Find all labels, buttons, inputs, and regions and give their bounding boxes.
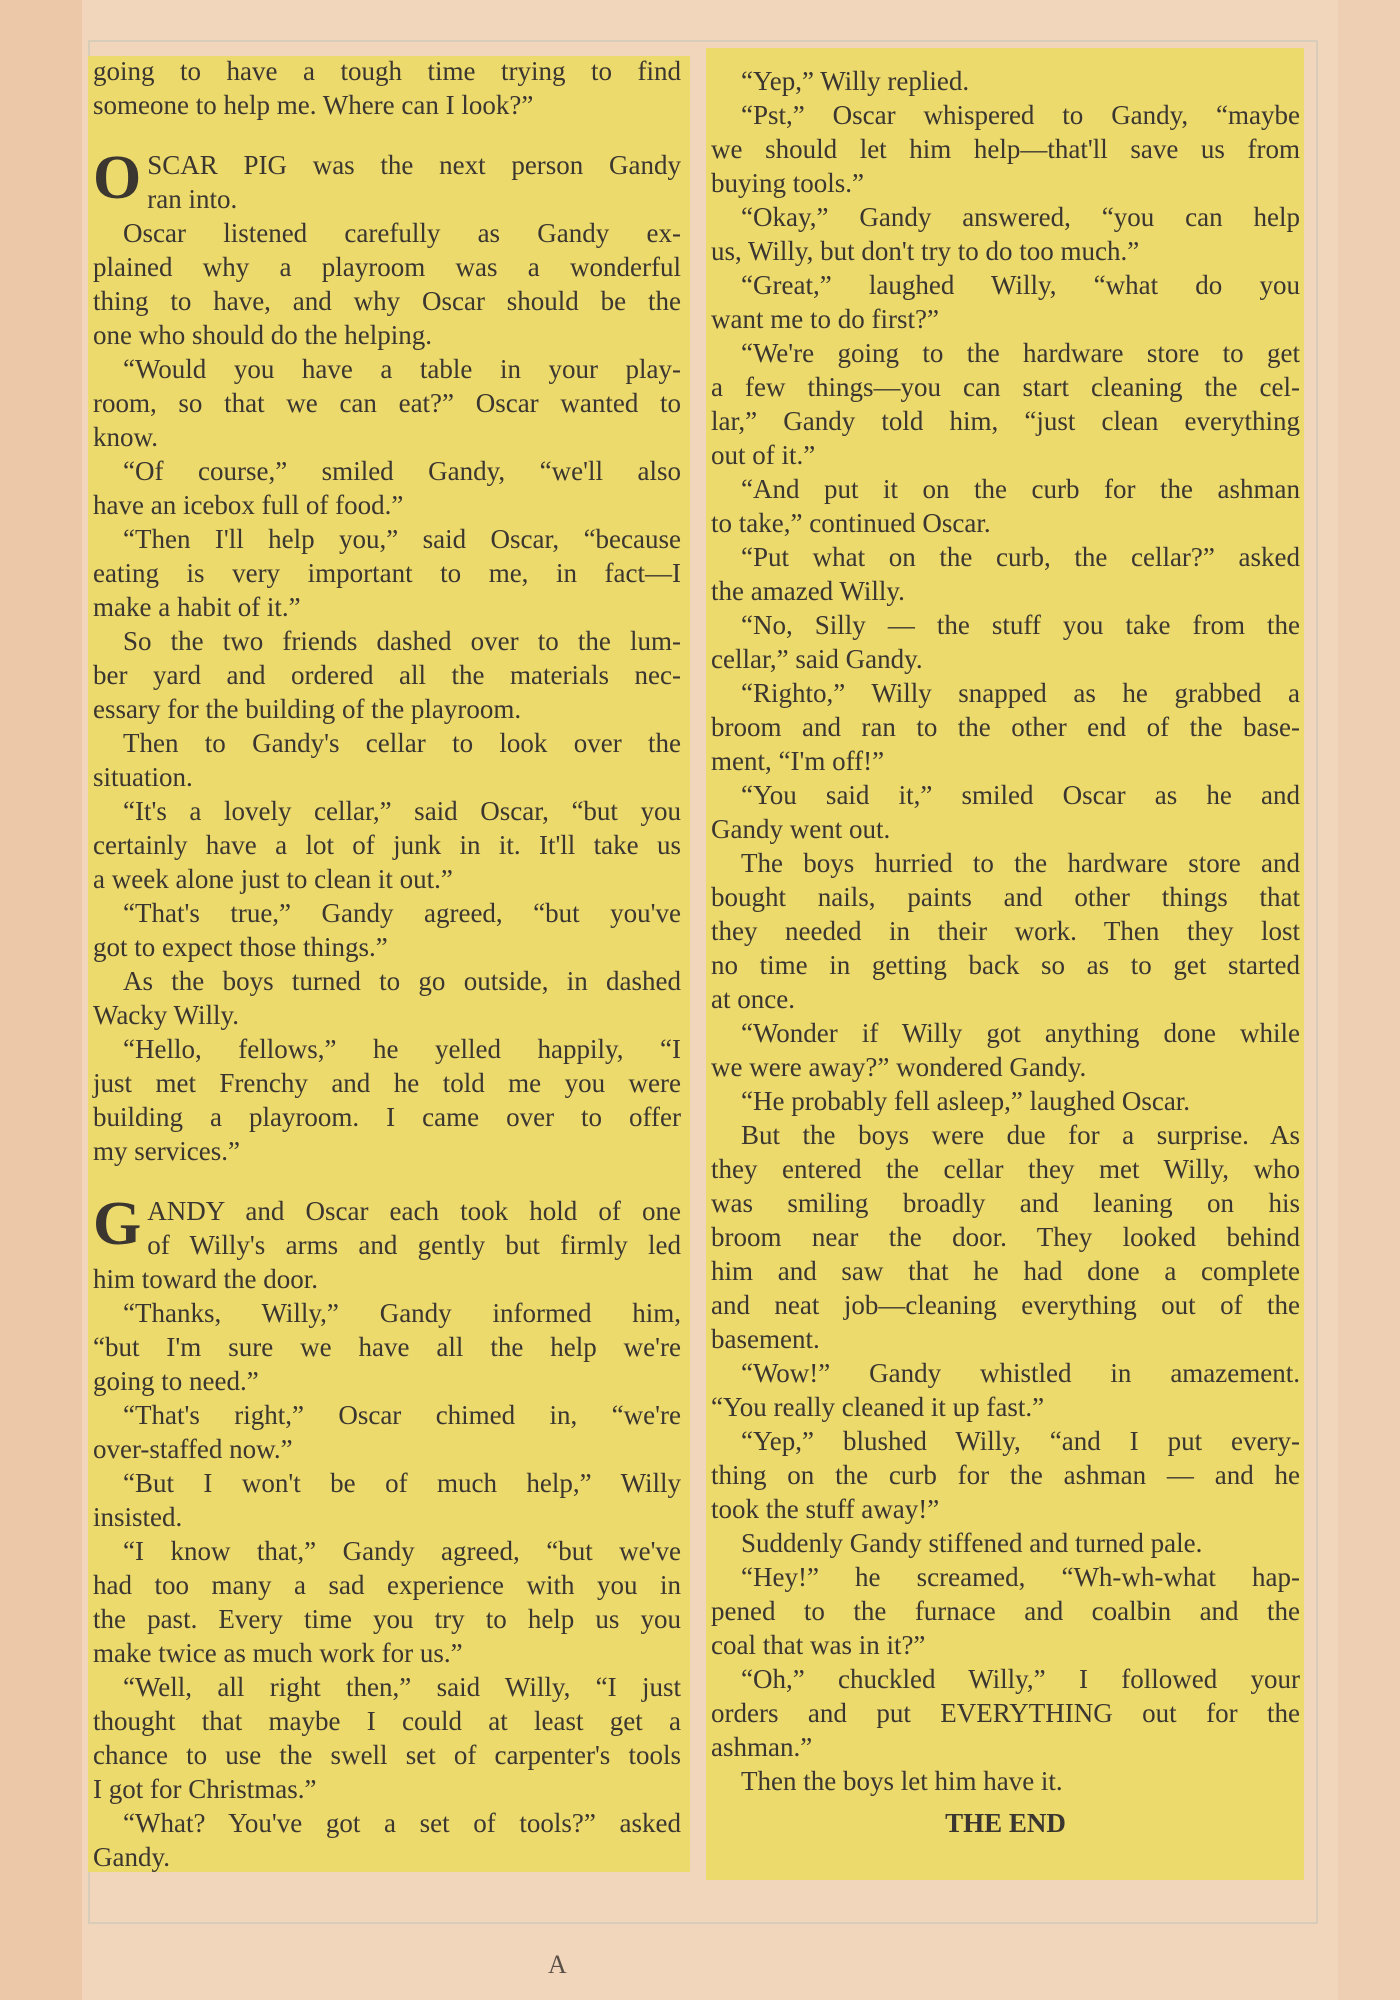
story-paragraph (711, 1662, 1300, 1764)
text-line: they entered the cellar they met Willy, who (711, 1154, 1300, 1184)
story-paragraph (711, 676, 1300, 778)
text-line: Then the boys let him have it. (741, 1766, 1063, 1796)
story-paragraph (93, 726, 681, 794)
text-line: Wacky Willy. (93, 1000, 239, 1030)
text-line: chance to use the swell set of carpenter's tools (93, 1740, 681, 1770)
text-line: the amazed Willy. (711, 576, 905, 606)
text-line: The boys hurried to the hardware store and (741, 848, 1300, 878)
text-line: had too many a sad experience with you in (93, 1570, 681, 1600)
text-line: broom near the door. They looked behind (711, 1222, 1300, 1252)
text-line: “You said it,” smiled Oscar as he and (741, 780, 1300, 810)
text-line: But the boys were due for a surprise. As (741, 1120, 1300, 1150)
text-line: orders and put EVERYTHING out for the (711, 1698, 1300, 1728)
text-line: thing to have, and why Oscar should be the (93, 286, 681, 316)
story-column-left (93, 54, 681, 1874)
story-paragraph (711, 1118, 1300, 1356)
text-line: certainly have a lot of junk in it. It'll take us (93, 830, 681, 860)
text-line: “What? You've got a set of tools?” asked (123, 1808, 681, 1838)
story-paragraph (93, 522, 681, 624)
story-paragraph (711, 1356, 1300, 1424)
story-paragraph (711, 1764, 1300, 1798)
page-mark: A (548, 1950, 567, 1979)
text-line: “But I won't be of much help,” Willy (123, 1468, 681, 1498)
text-line: “Would you have a table in your play- (123, 354, 681, 384)
story-paragraph (93, 1466, 681, 1534)
story-paragraph (711, 268, 1300, 336)
text-line: over-staffed now.” (93, 1434, 293, 1464)
text-line: SCAR PIG was the next person Gandy (147, 150, 681, 180)
text-line: essary for the building of the playroom. (93, 694, 522, 724)
text-line: “Of course,” smiled Gandy, “we'll also (123, 456, 681, 486)
text-line: So the two friends dashed over to the lum- (123, 626, 681, 656)
story-paragraph (93, 1534, 681, 1670)
story-paragraph (711, 200, 1300, 268)
text-line: “Then I'll help you,” said Oscar, “because (123, 524, 681, 554)
text-line: As the boys turned to go outside, in dashed (123, 966, 681, 996)
story-paragraph (93, 1806, 681, 1874)
text-line: I got for Christmas.” (93, 1774, 317, 1804)
story-paragraph (711, 336, 1300, 472)
text-line: Suddenly Gandy stiffened and turned pale. (741, 1528, 1203, 1558)
text-line: “I know that,” Gandy agreed, “but we've (123, 1536, 681, 1566)
text-line: ashman.” (711, 1732, 813, 1762)
story-paragraph (93, 1398, 681, 1466)
text-line: ber yard and ordered all the materials nec- (93, 660, 681, 690)
text-line: “Wow!” Gandy whistled in amazement. (741, 1358, 1300, 1388)
text-line: insisted. (93, 1502, 183, 1532)
story-paragraph (93, 896, 681, 964)
story-paragraph (711, 64, 1300, 98)
text-line: make twice as much work for us.” (93, 1638, 463, 1668)
text-line: building a playroom. I came over to offer (93, 1102, 681, 1132)
story-column-right (711, 64, 1300, 1840)
text-line: my services.” (93, 1136, 240, 1166)
story-paragraph (93, 1670, 681, 1806)
text-line: no time in getting back so as to get started (711, 950, 1300, 980)
text-line: just met Frenchy and he told me you were (93, 1068, 681, 1098)
text-line: they needed in their work. Then they lost (711, 916, 1300, 946)
text-line: took the stuff away!” (711, 1494, 940, 1524)
text-line: eating is very important to me, in fact—I (93, 558, 681, 588)
page-edge (1338, 0, 1400, 2000)
text-line: “That's right,” Oscar chimed in, “we're (123, 1400, 681, 1430)
text-line: him and saw that he had done a complete (711, 1256, 1300, 1286)
text-line: room, so that we can eat?” Oscar wanted to (93, 388, 681, 418)
text-line: “Great,” laughed Willy, “what do you (741, 270, 1300, 300)
text-line: Gandy. (93, 1842, 170, 1872)
story-paragraph (93, 144, 681, 216)
text-line: “No, Silly — the stuff you take from the (741, 610, 1300, 640)
story-paragraph (93, 1296, 681, 1398)
text-line: Oscar listened carefully as Gandy ex- (123, 218, 681, 248)
text-line: “Put what on the curb, the cellar?” asked (741, 542, 1300, 572)
drop-cap: O (93, 144, 142, 212)
text-line: “Oh,” chuckled Willy,” I followed your (741, 1664, 1300, 1694)
story-paragraph (711, 540, 1300, 608)
text-line: at once. (711, 984, 795, 1014)
text-line: situation. (93, 762, 193, 792)
text-line: going to have a tough time trying to find (93, 56, 681, 86)
story-paragraph (711, 608, 1300, 676)
text-line: “Righto,” Willy snapped as he grabbed a (741, 678, 1300, 708)
text-line: know. (93, 422, 158, 452)
text-line: lar,” Gandy told him, “just clean everything (711, 406, 1300, 436)
story-paragraph (711, 1560, 1300, 1662)
text-line: “Yep,” blushed Willy, “and I put every- (741, 1426, 1300, 1456)
text-line: “He probably fell asleep,” laughed Oscar. (741, 1086, 1191, 1116)
text-line: got to expect those things.” (93, 932, 388, 962)
text-line: him toward the door. (93, 1264, 318, 1294)
text-line: we should let him help—that'll save us from (711, 134, 1300, 164)
text-line: cellar,” said Gandy. (711, 644, 923, 674)
text-line: ran into. (147, 184, 238, 214)
text-line: ment, “I'm off!” (711, 746, 885, 776)
text-line: Then to Gandy's cellar to look over the (123, 728, 681, 758)
text-line: have an icebox full of food.” (93, 490, 404, 520)
text-line: “Hello, fellows,” he yelled happily, “I (123, 1034, 681, 1064)
text-line: out of it.” (711, 440, 816, 470)
text-line: “That's true,” Gandy agreed, “but you've (123, 898, 681, 928)
text-line: we were away?” wondered Gandy. (711, 1052, 1087, 1082)
story-paragraph (93, 1032, 681, 1168)
text-line: someone to help me. Where can I look?” (93, 90, 534, 120)
text-line: “You really cleaned it up fast.” (711, 1392, 1045, 1422)
story-paragraph (711, 98, 1300, 200)
text-line: bought nails, paints and other things that (711, 882, 1300, 912)
text-line: want me to do first?” (711, 304, 939, 334)
text-line: “Yep,” Willy replied. (741, 66, 970, 96)
story-paragraph (711, 1526, 1300, 1560)
text-line: coal that was in it?” (711, 1630, 926, 1660)
story-paragraph (93, 1190, 681, 1296)
text-line: “Wonder if Willy got anything done while (741, 1018, 1300, 1048)
text-line: “Okay,” Gandy answered, “you can help (741, 202, 1300, 232)
text-line: one who should do the helping. (93, 320, 432, 350)
text-line: was smiling broadly and leaning on his (711, 1188, 1300, 1218)
text-line: pened to the furnace and coalbin and the (711, 1596, 1300, 1626)
story-paragraph (93, 352, 681, 454)
text-line: “And put it on the curb for the ashman (741, 474, 1300, 504)
text-line: us, Willy, but don't try to do too much.” (711, 236, 1140, 266)
text-line: to take,” continued Oscar. (711, 508, 991, 538)
story-paragraph (711, 1084, 1300, 1118)
text-line: thing on the curb for the ashman — and he (711, 1460, 1300, 1490)
story-paragraph (711, 1424, 1300, 1526)
text-line: make a habit of it.” (93, 592, 301, 622)
text-line: “It's a lovely cellar,” said Oscar, “but you (123, 796, 681, 826)
text-line: “Hey!” he screamed, “Wh-wh-what hap- (741, 1562, 1300, 1592)
text-line: buying tools.” (711, 168, 864, 198)
story-paragraph (93, 624, 681, 726)
text-line: thought that maybe I could at least get a (93, 1706, 681, 1736)
story-paragraph (93, 216, 681, 352)
text-line: a week alone just to clean it out.” (93, 864, 453, 894)
story-paragraph (93, 794, 681, 896)
story-paragraph (711, 846, 1300, 1016)
text-line: “We're going to the hardware store to get (741, 338, 1300, 368)
the-end-label: THE END (945, 1808, 1066, 1838)
story-paragraph (711, 472, 1300, 540)
text-line: “Thanks, Willy,” Gandy informed him, (123, 1298, 681, 1328)
text-line: broom and ran to the other end of the base- (711, 712, 1300, 742)
text-line: ANDY and Oscar each took hold of one (147, 1196, 681, 1226)
page-gutter (0, 0, 82, 2000)
text-line: plained why a playroom was a wonderful (93, 252, 681, 282)
story-paragraph (93, 454, 681, 522)
story-paragraph (711, 778, 1300, 846)
text-line: “Pst,” Oscar whispered to Gandy, “maybe (741, 100, 1300, 130)
text-line: the past. Every time you try to help us you (93, 1604, 681, 1634)
text-line: of Willy's arms and gently but firmly led (147, 1230, 681, 1260)
text-line: basement. (711, 1324, 820, 1354)
text-line: going to need.” (93, 1366, 259, 1396)
story-paragraph (93, 964, 681, 1032)
text-line: Gandy went out. (711, 814, 891, 844)
drop-cap: G (93, 1190, 142, 1258)
story-paragraph (711, 1016, 1300, 1084)
story-paragraph (93, 54, 681, 122)
text-line: “but I'm sure we have all the help we're (93, 1332, 681, 1362)
text-line: and neat job—cleaning everything out of the (711, 1290, 1300, 1320)
text-line: a few things—you can start cleaning the cel- (711, 372, 1300, 402)
text-line: “Well, all right then,” said Willy, “I just (123, 1672, 681, 1702)
